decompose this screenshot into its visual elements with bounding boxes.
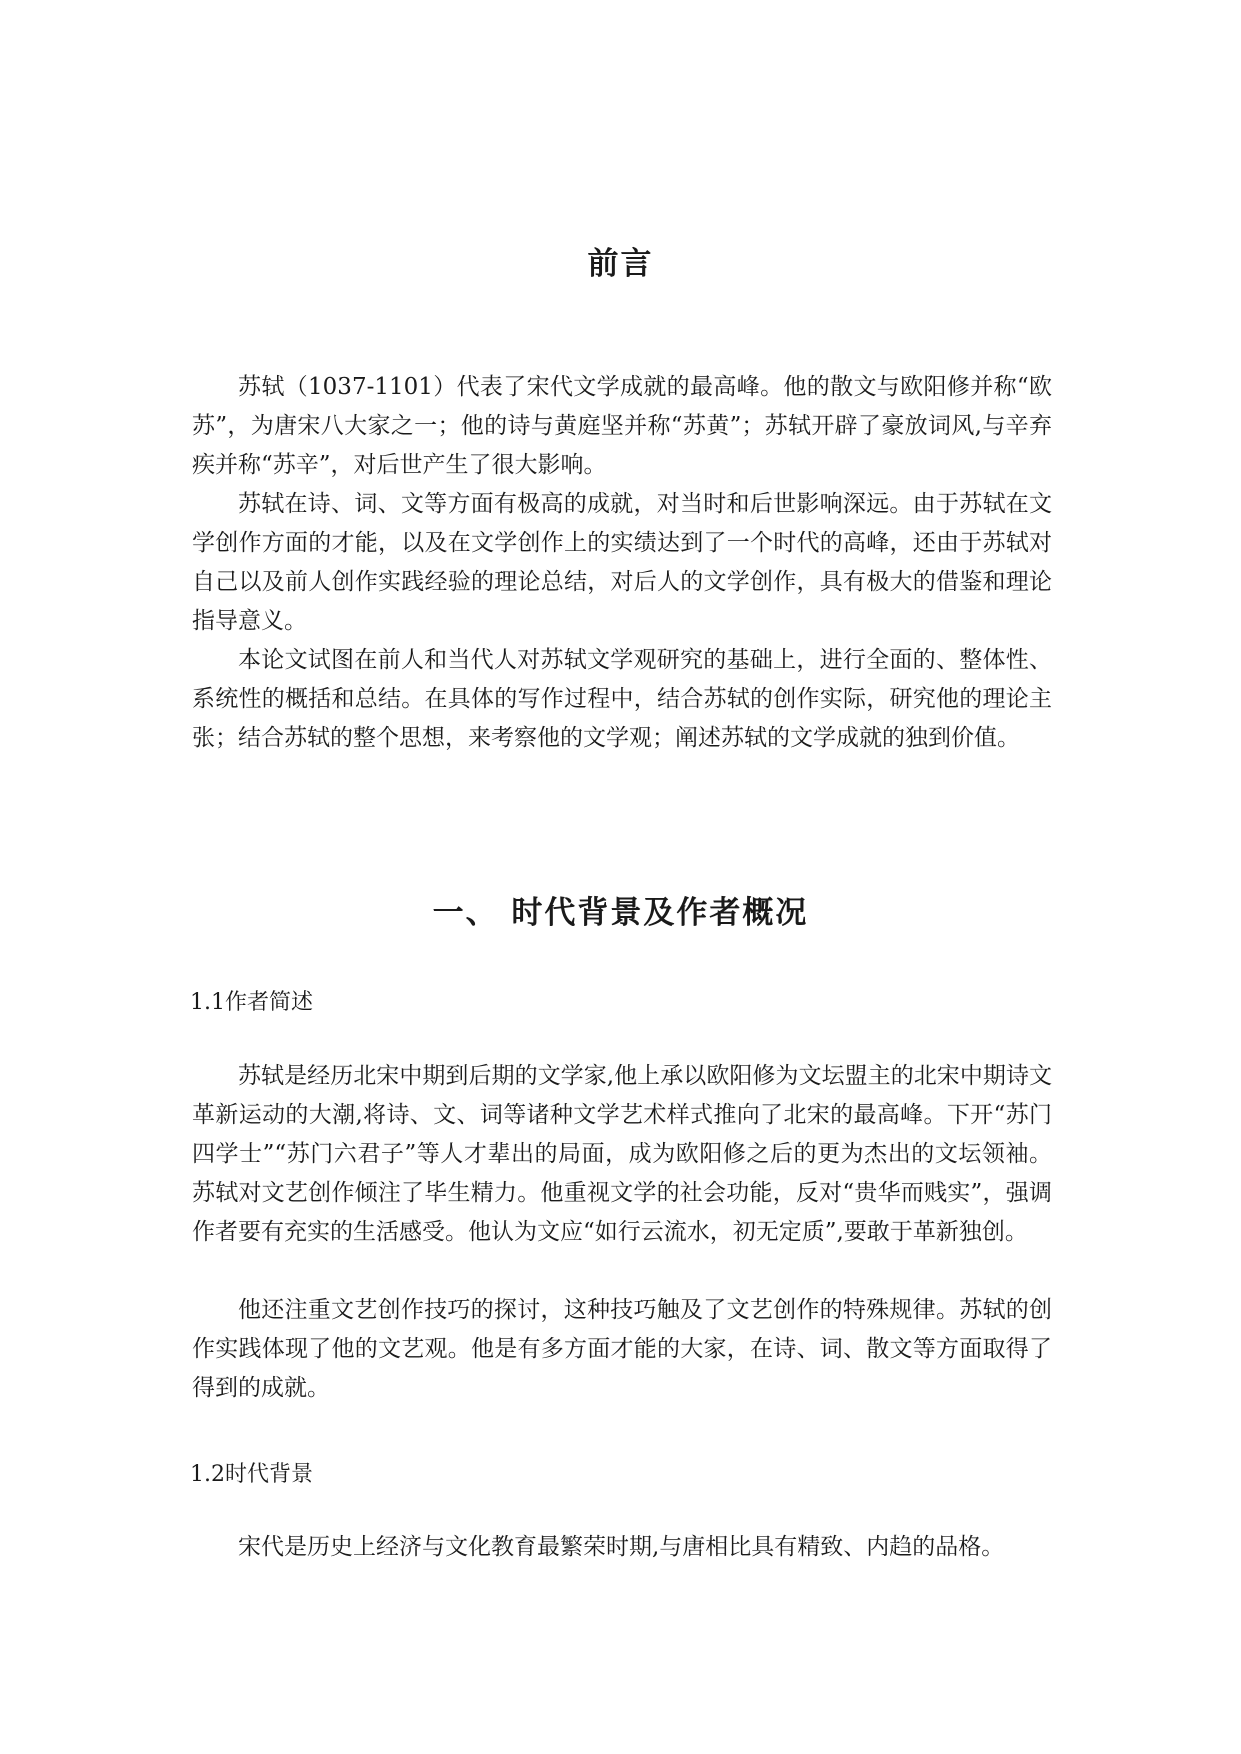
section-1-2-heading: 1.2时代背景 bbox=[190, 1462, 313, 1487]
preface-paragraph-2: 苏轼在诗、词、文等方面有极高的成就，对当时和后世影响深远。由于苏轼在文学创作方面的才能，以及在文学创作上的实绩达到了一个时代的高峰，还由于苏轼对自己以及前人创作实践经验的理论总结，对后人的文学创作，具有极大的借鉴和理论指导意义。 bbox=[192, 491, 1052, 634]
section-1-1-paragraph-1: 苏轼是经历北宋中期到后期的文学家,他上承以欧阳修为文坛盟主的北宋中期诗文革新运动的大潮,将诗、文、词等诸种文学艺术样式推向了北宋的最高峰。下开“苏门四学士”“苏门六君子”等人才辈出的局面，成为欧阳修之后的更为杰出的文坛领袖。苏轼对文艺创作倾注了毕生精力。他重视文学的社会功能，反对“贵华而贱实”，强调作者要有充实的生活感受。他认为文应“如行云流水，初无定质”,要敢于革新独创。 bbox=[192, 1063, 1052, 1245]
section-1-1-heading: 1.1作者简述 bbox=[190, 990, 313, 1015]
preface-paragraph-3: 本论文试图在前人和当代人对苏轼文学观研究的基础上，进行全面的、整体性、系统性的概括和总结。在具体的写作过程中，结合苏轼的创作实际，研究他的理论主张；结合苏轼的整个思想，来考察他的文学观；阐述苏轼的文学成就的独到价值。 bbox=[192, 647, 1052, 751]
chapter-1-title: 一、 时代背景及作者概况 bbox=[432, 895, 809, 931]
preface-title: 前言 bbox=[587, 246, 654, 282]
section-1-1-paragraph-2: 他还注重文艺创作技巧的探讨，这种技巧触及了文艺创作的特殊规律。苏轼的创作实践体现了他的文艺观。他是有多方面才能的大家，在诗、词、散文等方面取得了得到的成就。 bbox=[192, 1297, 1052, 1401]
preface-paragraph-1: 苏轼（1037-1101）代表了宋代文学成就的最高峰。他的散文与欧阳修并称“欧苏”，为唐宋八大家之一；他的诗与黄庭坚并称“苏黄”；苏轼开辟了豪放词风,与辛弃疾并称“苏辛”，对后世产生了很大影响。 bbox=[192, 374, 1052, 478]
section-1-2-paragraph-1: 宋代是历史上经济与文化教育最繁荣时期,与唐相比具有精致、内趋的品格。 bbox=[238, 1534, 1005, 1560]
